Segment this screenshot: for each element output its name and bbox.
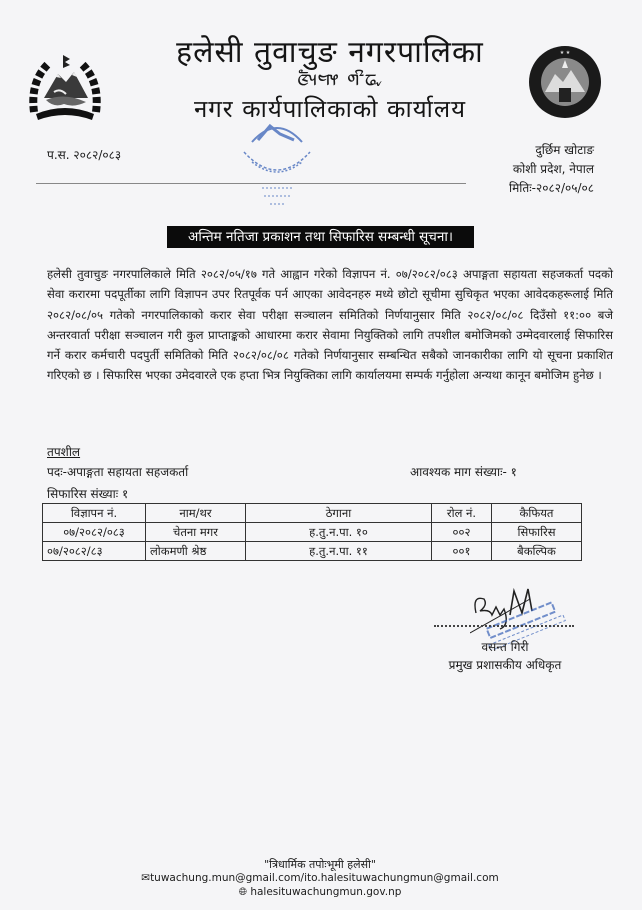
signer-title: प्रमुख प्रशासकीय अधिकृत <box>448 658 562 672</box>
svg-text:★ ★: ★ ★ <box>559 50 571 56</box>
cell-ad-number: ०७/२०८२/०८३ <box>43 523 146 542</box>
letter-date: मितिः-२०८२/०५/०८ <box>509 181 594 195</box>
globe-icon: 🌐︎ <box>238 886 247 898</box>
footer-motto: "त्रिधार्मिक तपोःभूमी हलेसी" <box>264 858 376 871</box>
required-count: आवश्यक माग संख्याः- १ <box>410 465 517 479</box>
municipality-name-script: ᤜᤠᤵᤗᤶ ᤛᤡᤒᤩ <box>297 66 383 91</box>
col-address: ठेगाना <box>246 504 432 523</box>
address-line-province: कोशी प्रदेश, नेपाल <box>512 162 594 176</box>
office-name: नगर कार्यपालिकाको कार्यालय <box>193 95 467 123</box>
results-table <box>42 503 582 561</box>
office-address <box>509 141 594 198</box>
notice-title: अन्तिम नतिजा प्रकाशन तथा सिफारिस सम्बन्धी सूचना। <box>167 226 474 248</box>
municipality-name: हलेसी तुवाचुङ नगरपालिका <box>176 35 484 70</box>
nepal-emblem-icon <box>26 52 104 124</box>
table-row <box>43 523 582 542</box>
details-heading: तपशील <box>47 445 81 459</box>
cell-name: चेतना मगर <box>146 523 246 542</box>
reference-number: प.स. २०८२/०८३ <box>47 148 122 162</box>
col-name: नाम/थर <box>146 504 246 523</box>
cell-name: लोकमणी श्रेष्ठ <box>146 542 246 561</box>
footer-email <box>140 872 500 884</box>
email-address[interactable]: tuwachung.mun@gmail.com/ito.halesituwachungmun@gmail.com <box>150 872 499 884</box>
footer-website <box>150 886 490 899</box>
col-ad-number: विज्ञापन नं. <box>43 504 146 523</box>
table-header-row <box>43 504 582 523</box>
notice-body: हलेसी तुवाचुङ नगरपालिकाले मिति २०८२/०५/१७ गते आह्वान गरेको विज्ञापन नं. ०७/२०८२/०८३ अपाङ्गता सहायता सहजकर्ता पदको सेवा करारमा पदपूर्तीका लागि विज्ञापन उपर रितपूर्वक पर्न आएका आवेदनहरु मध्ये छोटो सूचीमा सुचिकृत भएका आवेदकहरूलाई मिति २०८२/०८/०५ गतेको नगरपालिकाको करार सेवा परीक्षा सञ्चालन समितिको निर्णयानुसार मिति २०८२/०८/०८ दिउँसो ११:०० बजे अन्तरवार्ता परीक्षा सञ्चालन गरी कुल प्राप्ताङ्कको आधारमा करार सेवामा नियुक्तिको लागि तपशील बमोजिमको उम्मेदवारलाई सिफारिस गर्ने करार कर्मचारी पदपुर्ती समितिको मिति २०८२/०८/०८ गतेको निर्णयानुसार सम्बन्धित सबैको जानकारीका लागि यो सूचना प्रकाशित गरिएको छ । सिफारिस भएका उमेदवारले एक हप्ता भित्र नियुक्तिका लागि कार्यालयमा सम्पर्क गर्नुहोला अन्यथा कानून बमोजिम हुनेछ । <box>47 267 613 383</box>
website-link[interactable]: halesituwachungmun.gov.np <box>250 886 402 898</box>
header-divider <box>36 183 466 184</box>
cell-roll-number: ००२ <box>432 523 492 542</box>
cell-ad-number: ०७/२०८२/८३ <box>43 542 146 561</box>
mail-icon: ✉ <box>141 872 151 884</box>
col-roll-number: रोल नं. <box>432 504 492 523</box>
recommended-count: सिफारिस संख्याः १ <box>47 487 129 501</box>
col-remarks: कैफियत <box>492 504 582 523</box>
cell-address: ह.तु.न.पा. १० <box>246 523 432 542</box>
cell-remarks: बैकल्पिक <box>492 542 582 561</box>
address-line-district: दुर्छिम खोटाङ <box>535 143 594 157</box>
post-name: पदः-अपाङ्गता सहायता सहजकर्ता <box>47 465 189 479</box>
signature-line <box>434 625 574 627</box>
cell-address: ह.तु.न.पा. ११ <box>246 542 432 561</box>
table-row <box>43 542 582 561</box>
cell-remarks: सिफारिस <box>492 523 582 542</box>
municipality-seal-icon <box>525 42 605 122</box>
office-stamp-icon <box>238 112 316 212</box>
signer-name: वसन्त गिरी <box>481 640 529 654</box>
cell-roll-number: ००१ <box>432 542 492 561</box>
